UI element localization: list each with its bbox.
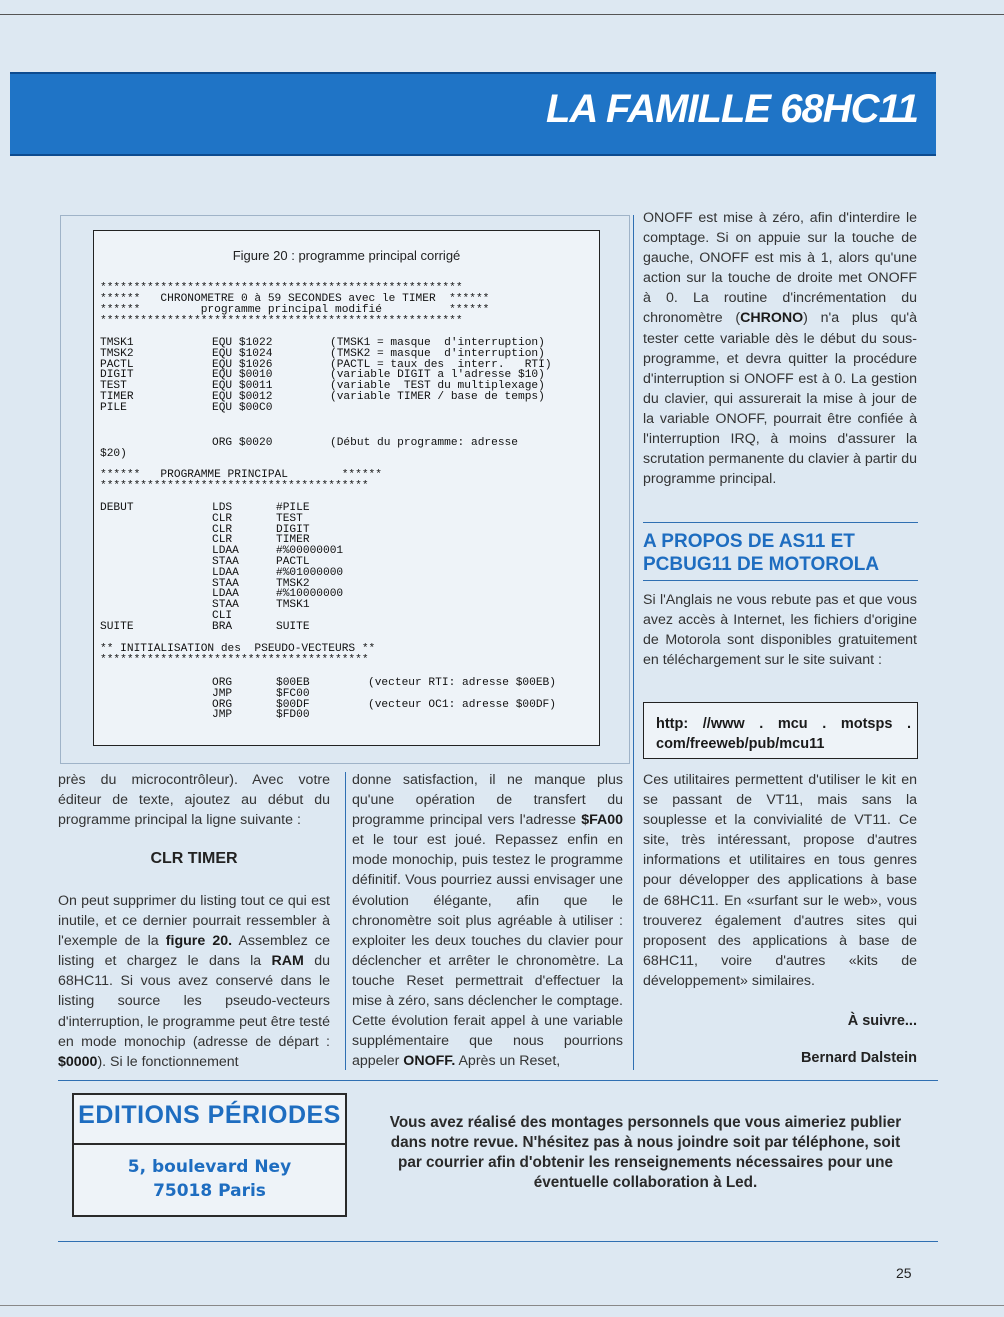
- col2-text: donne satisfaction, il ne manque plus qu'une opération de transfert du programme principal vers l'adresse: [352, 772, 623, 829]
- url-link[interactable]: http: //www . mcu . motsps . com/freeweb/pub/mcu11: [656, 716, 911, 752]
- col1-paragraph: [58, 891, 330, 1072]
- col2-text: Après un Reset,: [455, 1053, 561, 1070]
- publisher-city: 75018 Paris: [153, 1181, 266, 1201]
- main-banner: ****** PROGRAMME PRINCIPAL ****** ****************************************: [100, 469, 382, 492]
- col1-text: du 68HC11. Si vous avez conservé dans le listing source les pseudo-vecteurs d'interruption, le programme peut être testé en mode monochip (adresse de départ :: [58, 953, 330, 1050]
- debut-label: DEBUT: [100, 502, 134, 514]
- to-be-continued: À suivre...: [847, 1013, 917, 1029]
- section-title: A PROPOS DE AS11 ET PCBUG11 DE MOTOROLA: [643, 531, 880, 575]
- main-ops: LDS CLR CLR CLR LDAA STAA LDAA STAA LDAA STAA CLI BRA: [212, 502, 239, 633]
- column-divider: [633, 215, 634, 1070]
- col1-text: Assemblez ce listing et chargez le dans la: [58, 933, 330, 970]
- banner-line: ******************************************************: [100, 282, 463, 294]
- url-box: [643, 702, 918, 759]
- col2-paragraph: [352, 770, 623, 1071]
- col3-text: Si l'Anglais ne vous rebute pas et que vous avez accès à Internet, les fichiers d'origine de Motorola sont disponibles gratuitement en téléchargement sur le site suivant :: [643, 592, 917, 669]
- bold-text: figure 20.: [165, 933, 233, 950]
- publisher-box: [72, 1093, 347, 1217]
- bold-text: ONOFF.: [403, 1053, 456, 1070]
- col1-text: ). Si le fonctionnement: [97, 1053, 239, 1070]
- section-rule: [643, 580, 918, 581]
- col3-paragraph: [643, 590, 917, 670]
- vec-ops: ORG JMP ORG JMP: [212, 677, 233, 722]
- equ-labels: TMSK1 TMSK2 PACTL DIGIT TEST TIMER PILE: [100, 337, 134, 414]
- suite-label: SUITE: [100, 621, 134, 633]
- org-line: ORG $0020: [212, 437, 273, 449]
- col1-text: près du microcontrôleur). Avec votre éditeur de texte, ajoutez au début du programme principal la ligne suivante :: [58, 772, 330, 829]
- contributor-message: Vous avez réalisé des montages personnels que vous aimeriez publier dans notre revue. N'hésitez pas à nous joindre soit par téléphone, soit par courrier afin d'obtenir les renseignements nécessaires pour une éventuelle collaboration à Led.: [389, 1114, 902, 1191]
- vec-comment: (vecteur RTI: adresse $00EB): [368, 677, 556, 689]
- banner-line: ****** programme principal modifié ******: [100, 304, 490, 316]
- bold-text: RAM: [271, 953, 304, 970]
- header-title: LA FAMILLE 68HC11: [546, 87, 918, 131]
- col3-text: Ces utilitaires permettent d'utiliser le kit en se passant de VT11, mais sans la souplesse et la convivialité de VT11. Ce site, très intéressant, propose d'autres informations et utilitaires en tous genres pour développer des applications à base de 68HC11. En «surfant sur le web», vous trouverez également d'autres sites qui proposent des applications à base de 68HC11, voire d'autres «kits de développement» similaires.: [643, 772, 917, 989]
- col2-text: et le tour est joué. Repassez enfin en mode monochip, puis testez le programme définitif. Vous pourriez aussi envisager une évolution élégante, afin que le chronomètre soit plus agréable à utiliser : exploiter les deux touches du clavier pour déclencher et arrêter le chronomètre. La touche Reset permettrait d'effectuer la mise à zéro, sans déclencher le comptage. Cette évolution ferait appel à une variable supplémentaire que nous pourrions appeler: [352, 832, 623, 1070]
- section-rule: [643, 522, 918, 523]
- bottom-rule: [0, 1305, 1004, 1306]
- vec-comment: (vecteur OC1: adresse $00DF): [368, 699, 556, 711]
- page-header: [10, 72, 936, 156]
- col3-text: ONOFF est mise à zéro, afin d'interdire le comptage. Si on appuie sur la touche de gauche, ONOFF est mis à 1, alors qu'une action sur la touche de droite met ONOFF à 0. La routine d'incrémentation du chronomètre (: [643, 210, 917, 327]
- bold-text: $FA00: [581, 812, 623, 829]
- col3-text: ) n'a plus qu'à tester cette variable dès le début du sous-programme, et devra quitter la procédure d'interruption si ONOFF est à 0. La gestion du clavier, qui assurerait la mise à jour de la variable ONOFF, pourrait être confiée à l'interruption IRQ, à moins d'assurer la scrutation permanente du clavier à partir du programme principal.: [643, 310, 917, 488]
- code-figure: [93, 230, 600, 746]
- publisher-rule: [74, 1143, 345, 1145]
- publisher-address: 5, boulevard Ney: [127, 1157, 292, 1177]
- banner-line: ****** CHRONOMETRE 0 à 59 SECONDES avec le TIMER ******: [100, 293, 490, 305]
- equ-comments: (TMSK1 = masque d'interruption) (TMSK2 = masque d'interruption) (PACTL = taux des interr. RTI) (variable DIGIT a l'adresse $10) (variable TEST du multiplexage) (variable TIMER / base de temps): [330, 337, 552, 403]
- col3-paragraph: [643, 770, 917, 991]
- col1-text: On peut supprimer du listing tout ce qui est inutile, et ce dernier pourrait ressembler à l'exemple de la: [58, 893, 330, 950]
- code-heading: CLR TIMER: [150, 850, 238, 867]
- page-number: 25: [896, 1265, 912, 1281]
- top-rule: [0, 14, 1004, 15]
- vec-args: $00EB $FC00 $00DF $FD00: [276, 677, 310, 722]
- column-divider: [345, 772, 346, 1070]
- publisher-name: EDITIONS PÉRIODES: [78, 1101, 341, 1129]
- col3-paragraph: [643, 208, 917, 489]
- author-name: Bernard Dalstein: [800, 1050, 917, 1066]
- bold-text: CHRONO: [740, 310, 804, 327]
- equ-values: EQU $1022 EQU $1024 EQU $1026 EQU $0010 EQU $0011 EQU $0012 EQU $00C0: [212, 337, 273, 414]
- banner-line: ******************************************************: [100, 315, 463, 327]
- org-comment: (Début du programme: adresse: [330, 437, 518, 449]
- main-args: #PILE TEST DIGIT TIMER #%00000001 PACTL #%01000000 TMSK2 #%10000000 TMSK1 SUITE: [276, 502, 344, 633]
- bold-text: $0000: [58, 1053, 98, 1070]
- org-wrap: $20): [100, 448, 127, 460]
- init-banner: ** INITIALISATION des PSEUDO-VECTEURS ** ****************************************: [100, 643, 376, 666]
- figure-caption: Figure 20 : programme principal corrigé: [232, 248, 461, 263]
- col1-paragraph: [58, 770, 330, 830]
